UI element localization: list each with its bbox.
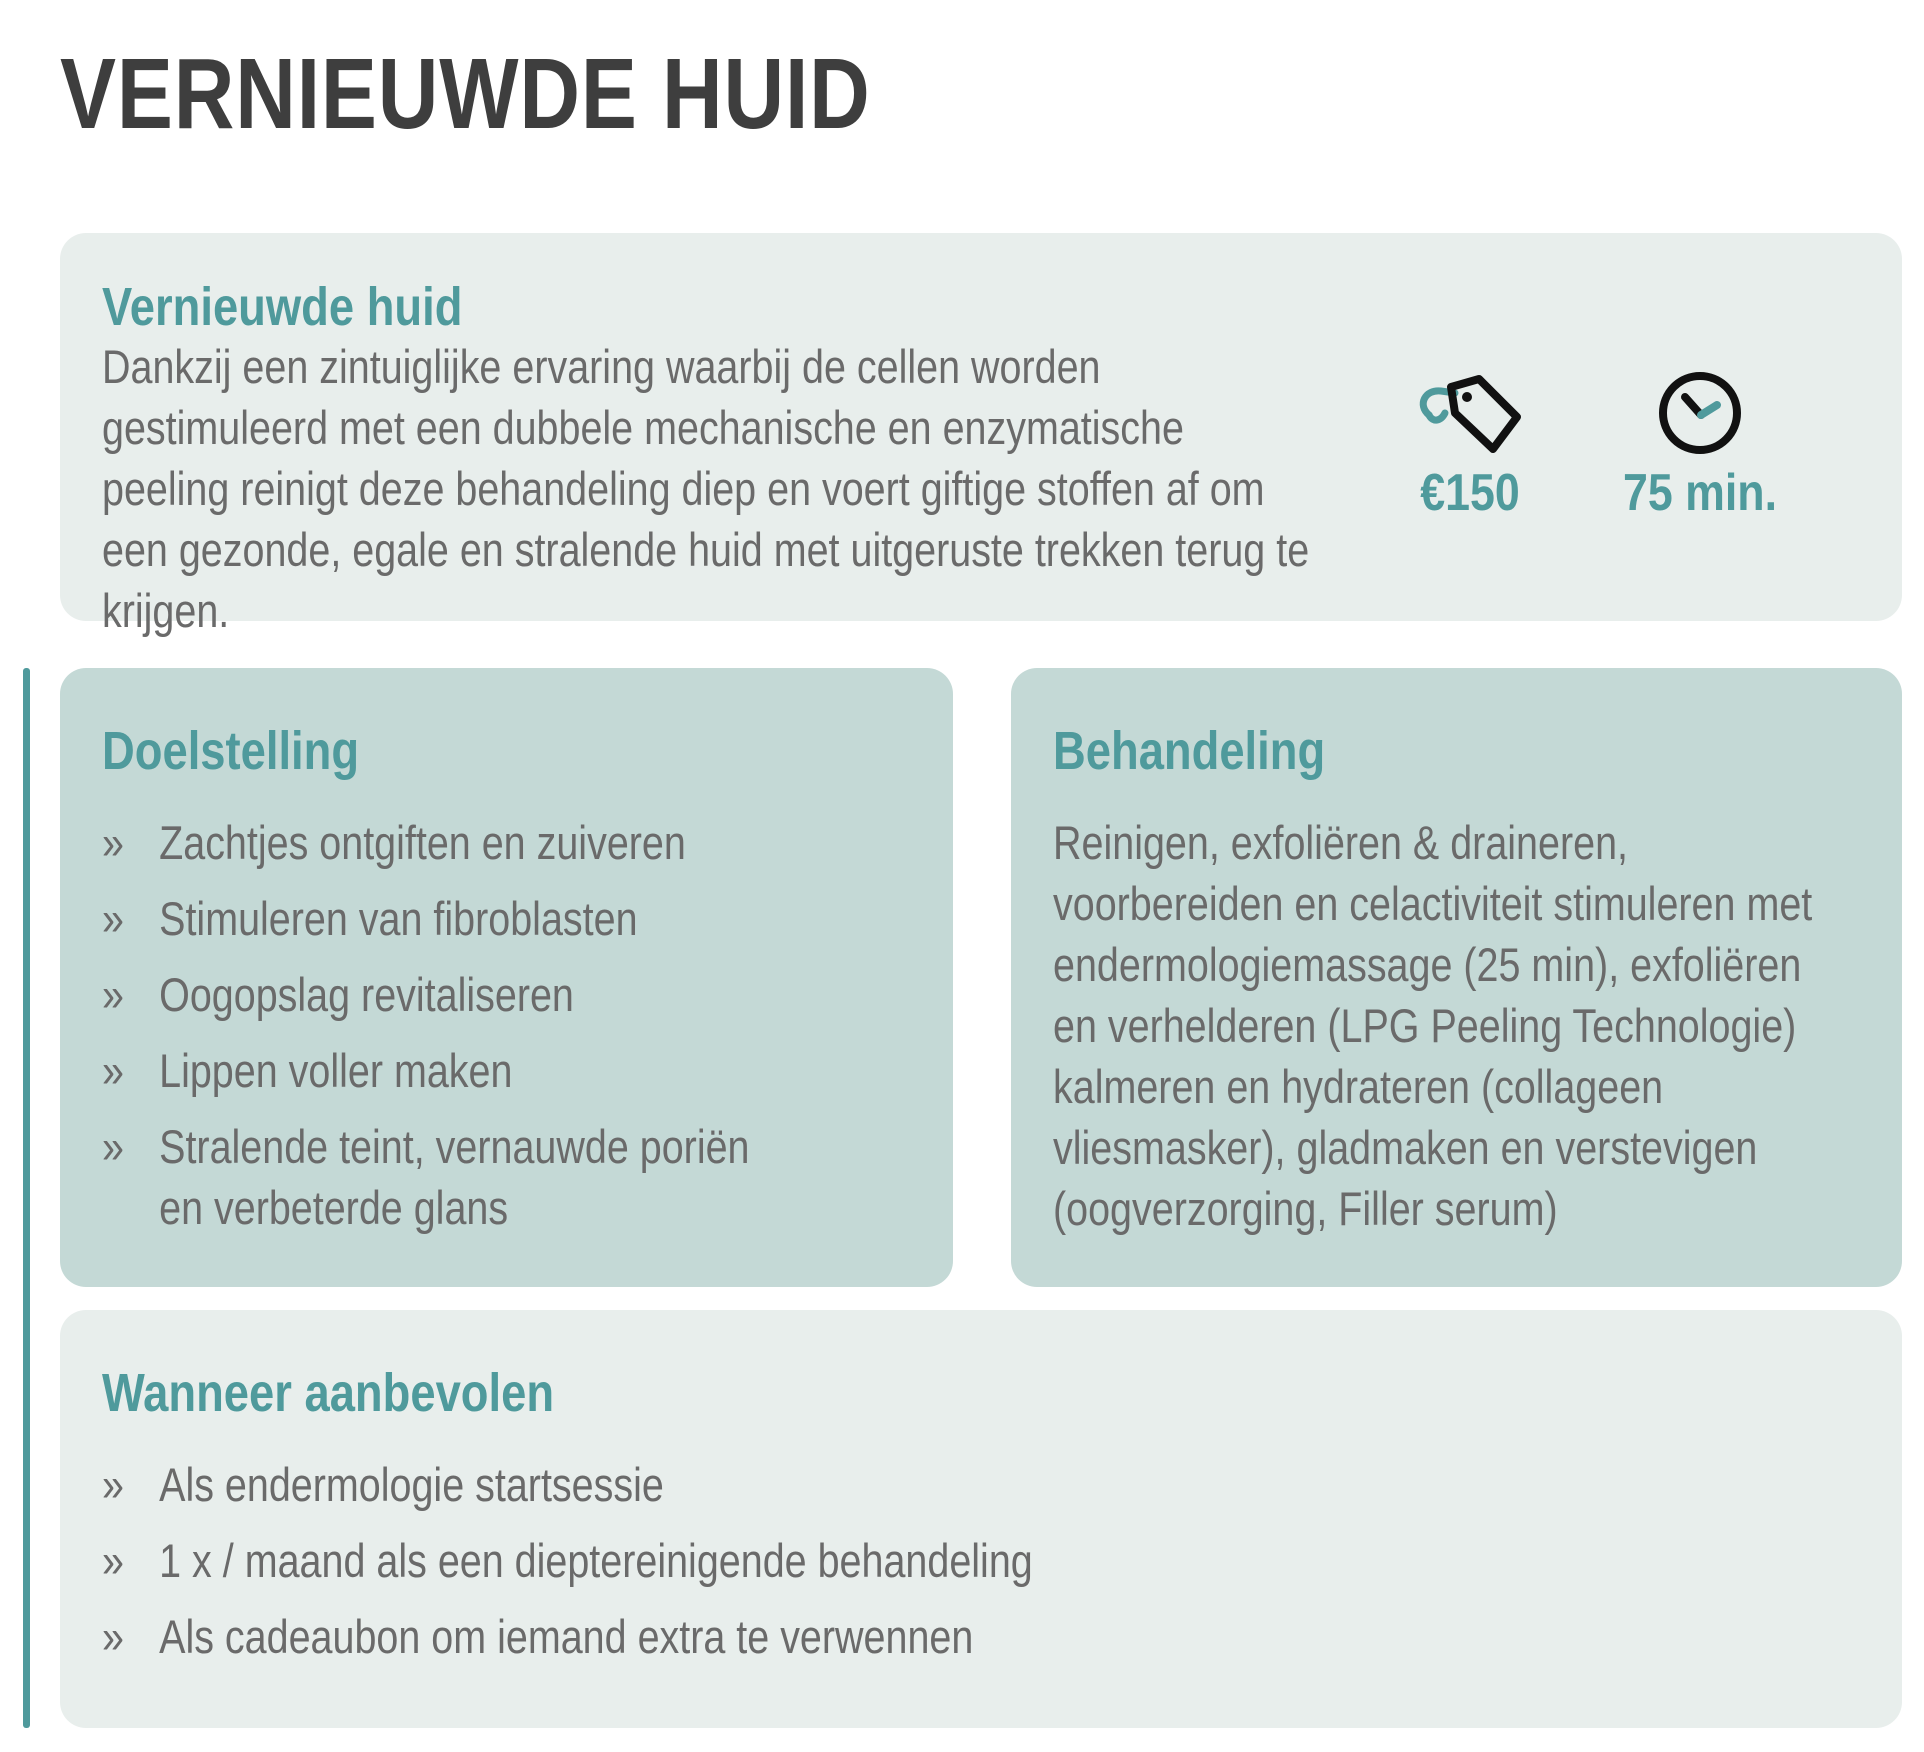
list-item xyxy=(102,888,791,949)
treatment-text: Reinigen, exfoliëren & draineren, voorbereiden en celactiviteit stimuleren met endermologiemassage (25 min), exfoliëren en verhelderen (LPG Peeling Technologie) kalmeren en hydrateren (collageen vliesmasker), gladmaken en verstevigen (oogverzorging, Filler serum) xyxy=(1053,816,1813,1235)
list-item-text: Als cadeaubon om iemand extra te verwennen xyxy=(159,1610,974,1663)
list-item xyxy=(102,1606,1530,1667)
intro-card xyxy=(60,233,1902,637)
goal-heading: Doelstelling xyxy=(102,721,360,781)
bullet-icon: » xyxy=(102,1044,124,1097)
list-item-text: Lippen voller maken xyxy=(159,1044,513,1097)
list-item-text: Zachtjes ontgiften en zuiveren xyxy=(159,816,686,869)
accent-bar xyxy=(23,668,30,1728)
list-item-text: Als endermologie startsessie xyxy=(159,1458,664,1511)
list-item xyxy=(102,1530,1530,1591)
price-tag-icon xyxy=(1415,367,1525,459)
clock-icon xyxy=(1645,367,1755,459)
treatment-heading: Behandeling xyxy=(1053,721,1326,781)
bullet-icon: » xyxy=(102,1120,124,1173)
recommended-heading: Wanneer aanbevolen xyxy=(102,1363,555,1423)
duration-stat xyxy=(1570,367,1830,522)
bullet-icon: » xyxy=(102,968,124,1021)
duration-value: 75 min. xyxy=(1622,464,1778,522)
bullet-icon: » xyxy=(102,1610,124,1663)
list-item-text: Oogopslag revitaliseren xyxy=(159,968,574,1021)
bullet-icon: » xyxy=(102,1458,124,1511)
page-title: VERNIEUWDE HUID xyxy=(60,38,871,150)
list-item-text: 1 x / maand als een dieptereinigende behandeling xyxy=(159,1534,1033,1587)
recommended-list xyxy=(102,1454,1530,1682)
intro-description: Dankzij een zintuiglijke ervaring waarbij de cellen worden gestimuleerd met een dubbele mechanische en enzymatische peeling reinigt deze behandeling diep en voert giftige stoffen af om een gezonde, egale en stralende huid met uitgeruste trekken terug te krijgen. xyxy=(102,340,1310,637)
list-item xyxy=(102,1040,791,1101)
bullet-icon: » xyxy=(102,1534,124,1587)
list-item-text: Stralende teint, vernauwde poriën en verbeterde glans xyxy=(159,1120,750,1234)
bullet-icon: » xyxy=(102,816,124,869)
list-item xyxy=(102,1454,1530,1515)
price-value: €150 xyxy=(1420,464,1520,522)
treatment-card xyxy=(1011,668,1902,1287)
list-item xyxy=(102,812,791,873)
list-item-text: Stimuleren van fibroblasten xyxy=(159,892,638,945)
goal-list xyxy=(102,812,791,1253)
list-item xyxy=(102,964,791,1025)
intro-heading: Vernieuwde huid xyxy=(102,277,463,337)
price-stat xyxy=(1370,367,1570,522)
goal-card xyxy=(60,668,953,1287)
recommended-card xyxy=(60,1310,1902,1728)
bullet-icon: » xyxy=(102,892,124,945)
list-item xyxy=(102,1116,791,1238)
